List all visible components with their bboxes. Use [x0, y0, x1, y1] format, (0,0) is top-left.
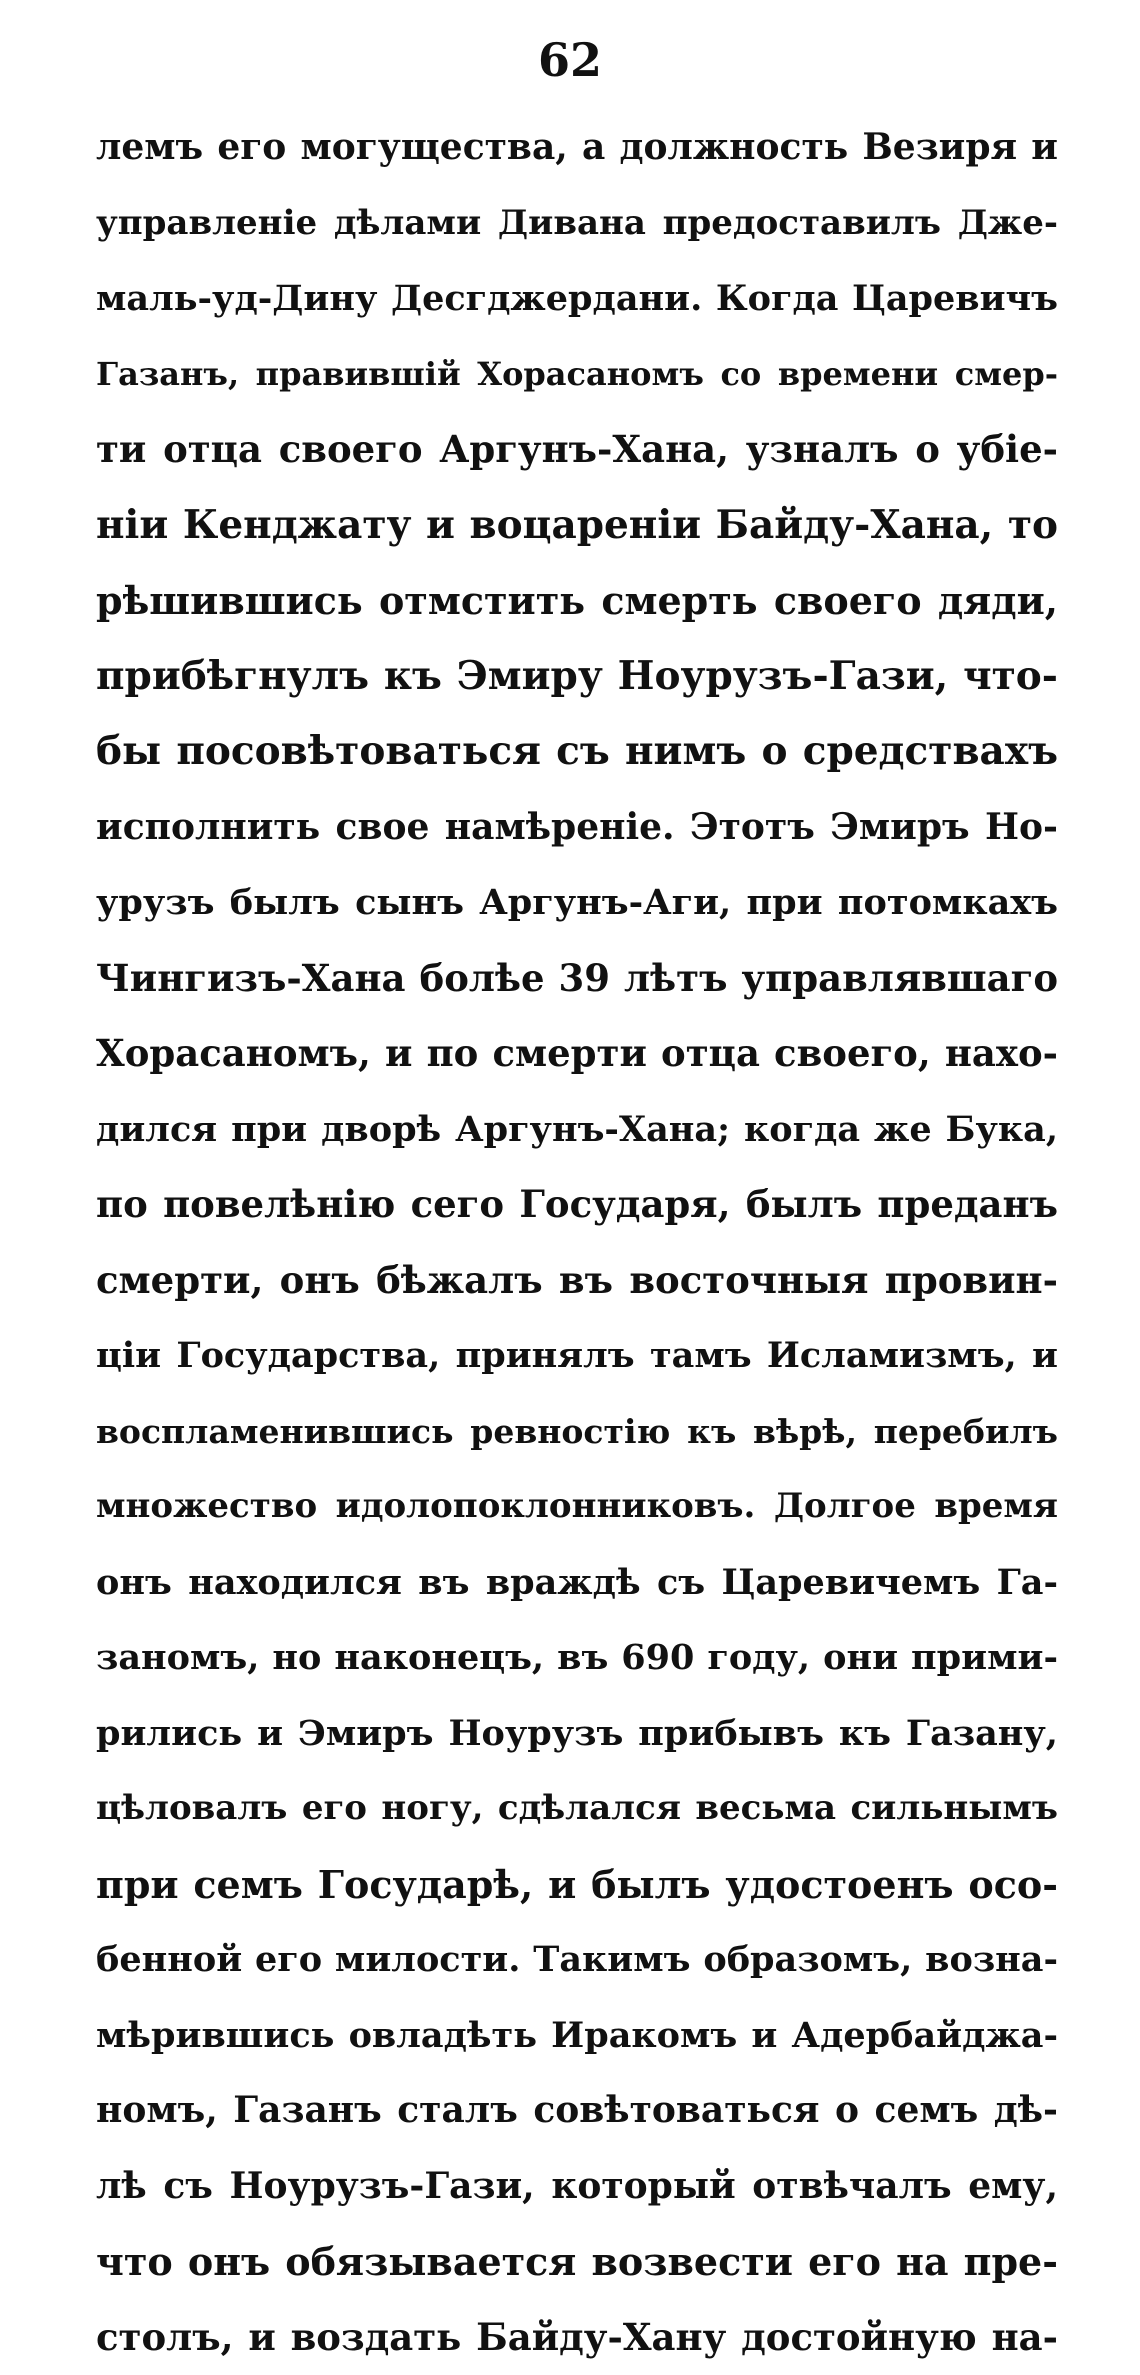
text-line: заномъ, но наконецъ, въ 690 году, они прими- [96, 1620, 1058, 1696]
text-line: Газанъ, правившій Хорасаномъ со времени смер- [96, 337, 1058, 413]
text-line: лѣ съ Ноурузъ-Гази, который отвѣчалъ ему, [96, 2149, 1058, 2225]
text-line: ти отца своего Аргунъ-Хана, узналъ о убіе- [96, 412, 1058, 488]
text-line: ніи Кенджату и воцареніи Байду-Хана, то [96, 488, 1058, 564]
text-line: по повелѣнію сего Государя, былъ преданъ [96, 1167, 1058, 1243]
text-line: что онъ обязывается возвести его на пре- [96, 2224, 1058, 2300]
text-line: смерти, онъ бѣжалъ въ восточныя провин- [96, 1243, 1058, 1319]
text-line: Чингизъ-Хана болѣе 39 лѣтъ управлявшаго [96, 941, 1058, 1017]
text-line: Хорасаномъ, и по смерти отца своего, нахо- [96, 1016, 1058, 1092]
text-line: управленіе дѣлами Дивана предоставилъ Дже- [96, 186, 1058, 262]
text-line: цѣловалъ его ногу, сдѣлался весьма сильнымъ [96, 1771, 1058, 1847]
text-line: ціи Государства, принялъ тамъ Исламизмъ, и [96, 1318, 1058, 1394]
text-line: прибѣгнулъ къ Эмиру Ноурузъ-Гази, что- [96, 639, 1058, 715]
text-line: лемъ его могущества, а должность Везиря и [96, 110, 1058, 186]
text-line: множество идолопоклонниковъ. Долгое время [96, 1469, 1058, 1545]
text-line: урузъ былъ сынъ Аргунъ-Аги, при потомкахъ [96, 865, 1058, 941]
text-line: мѣрившись овладѣть Иракомъ и Адербайджа- [96, 1998, 1058, 2074]
text-line: бенной его милости. Такимъ образомъ, возна- [96, 1922, 1058, 1998]
text-line: рились и Эмиръ Ноурузъ прибывъ къ Газану, [96, 1696, 1058, 1772]
text-line: столъ, и воздать Байду-Хану достойную на- [96, 2300, 1058, 2375]
page-number: 62 [0, 30, 1140, 90]
body-text [96, 110, 1058, 2375]
text-line: исполнить свое намѣреніе. Этотъ Эмиръ Но- [96, 790, 1058, 866]
text-line: при семъ Государѣ, и былъ удостоенъ осо- [96, 1847, 1058, 1923]
text-line: маль-уд-Дину Десгджердани. Когда Царевичъ [96, 261, 1058, 337]
text-line: рѣшившись отмстить смерть своего дяди, [96, 563, 1058, 639]
text-line: дился при дворѣ Аргунъ-Хана; когда же Бука, [96, 1092, 1058, 1168]
text-line: номъ, Газанъ сталъ совѣтоваться о семъ дѣ- [96, 2073, 1058, 2149]
text-line: бы посовѣтоваться съ нимъ о средствахъ [96, 714, 1058, 790]
text-line: онъ находился въ враждѣ съ Царевичемъ Га- [96, 1545, 1058, 1621]
text-line: воспламенившись ревностію къ вѣрѣ, перебилъ [96, 1394, 1058, 1470]
